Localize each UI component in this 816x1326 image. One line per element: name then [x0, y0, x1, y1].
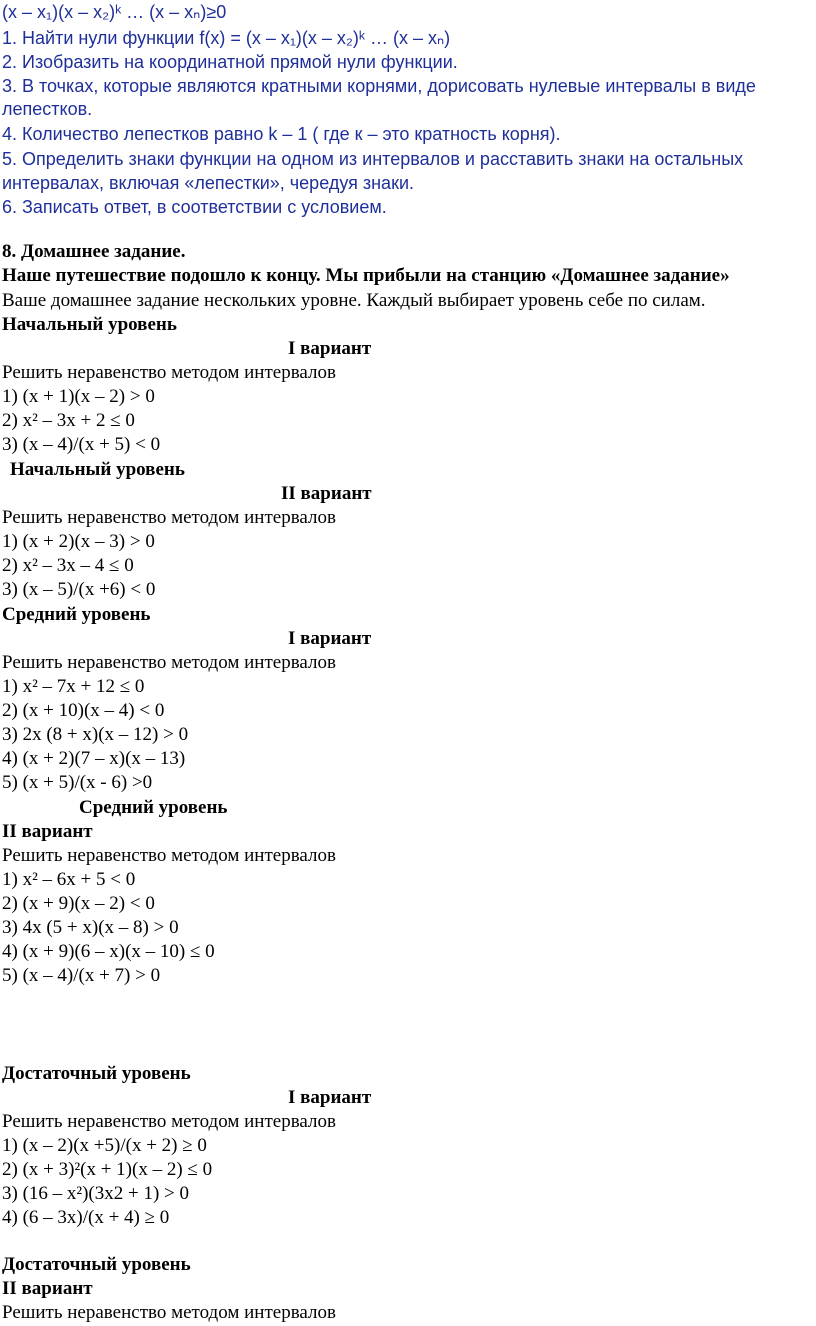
step-5: 5. Определить знаки функции на одном из интервалов и расставить знаки на остальных — [2, 149, 744, 169]
variant-heading: II вариант — [2, 1278, 93, 1299]
task-item: 2) x² – 3x – 4 ≤ 0 — [2, 555, 134, 576]
level-heading: Достаточный уровень — [2, 1254, 191, 1275]
step-1: 1. Найти нули функции f(x) = (x – x₁)(x – x₂)ᵏ … (x – xₙ) — [2, 28, 451, 48]
task-item: 2) x² – 3x + 2 ≤ 0 — [2, 410, 135, 431]
instruction: Решить неравенство методом интервалов — [2, 845, 336, 866]
instruction: Решить неравенство методом интервалов — [2, 1302, 336, 1323]
variant-heading: II вариант — [2, 821, 93, 842]
instruction: Решить неравенство методом интервалов — [2, 507, 336, 528]
instruction: Решить неравенство методом интервалов — [2, 652, 336, 673]
instruction: Решить неравенство методом интервалов — [2, 1111, 336, 1132]
step-4: 4. Количество лепестков равно k – 1 ( где к – это кратность корня). — [2, 124, 561, 144]
task-item: 4) (6 – 3x)/(x + 4) ≥ 0 — [2, 1207, 170, 1228]
level-heading: Средний уровень — [79, 797, 228, 818]
task-item: 3) (x – 5)/(x +6) < 0 — [2, 579, 156, 600]
homework-heading: 8. Домашнее задание. — [2, 241, 186, 262]
formula-line: (x – x₁)(x – x₂)ᵏ … (x – xₙ)≥0 — [2, 2, 227, 22]
task-item: 3) 4x (5 + x)(x – 8) > 0 — [2, 917, 179, 938]
step-2: 2. Изобразить на координатной прямой нули функции. — [2, 52, 458, 72]
homework-description: Ваше домашнее задание нескольких уровне. Каждый выбирает уровень себе по силам. — [2, 290, 706, 311]
task-item: 1) (x + 2)(x – 3) > 0 — [2, 531, 155, 552]
task-item: 1) x² – 6x + 5 < 0 — [2, 869, 136, 890]
task-item: 4) (x + 9)(6 – x)(x – 10) ≤ 0 — [2, 941, 215, 962]
task-item: 5) (x + 5)/(x - 6) >0 — [2, 772, 153, 793]
level-heading: Средний уровень — [2, 604, 151, 625]
task-item: 4) (x + 2)(7 – x)(x – 13) — [2, 748, 186, 769]
variant-heading: I вариант — [288, 338, 372, 359]
task-item: 3) (16 – x²)(3x2 + 1) > 0 — [2, 1183, 190, 1204]
task-item: 5) (x – 4)/(x + 7) > 0 — [2, 965, 161, 986]
variant-heading: I вариант — [288, 1087, 372, 1108]
step-3: 3. В точках, которые являются кратными корнями, дорисовать нулевые интервалы в виде — [2, 76, 756, 96]
level-heading: Достаточный уровень — [2, 1063, 191, 1084]
level-heading: Начальный уровень — [10, 459, 185, 480]
step-6: 6. Записать ответ, в соответствии с условием. — [2, 197, 387, 217]
task-item: 2) (x + 9)(x – 2) < 0 — [2, 893, 155, 914]
task-item: 3) (x – 4)/(x + 5) < 0 — [2, 434, 161, 455]
task-item: 2) (x + 3)²(x + 1)(x – 2) ≤ 0 — [2, 1159, 213, 1180]
step-3-continued: лепестков. — [2, 99, 93, 119]
instruction: Решить неравенство методом интервалов — [2, 362, 336, 383]
task-item: 1) (x + 1)(x – 2) > 0 — [2, 386, 155, 407]
task-item: 3) 2x (8 + x)(x – 12) > 0 — [2, 724, 189, 745]
step-5-continued: интервалах, включая «лепестки», чередуя знаки. — [2, 173, 414, 193]
level-heading: Начальный уровень — [2, 314, 177, 335]
task-item: 1) (x – 2)(x +5)/(x + 2) ≥ 0 — [2, 1135, 207, 1156]
homework-subheading: Наше путешествие подошло к концу. Мы прибыли на станцию «Домашнее задание» — [2, 265, 730, 286]
variant-heading: II вариант — [281, 483, 372, 504]
task-item: 1) x² – 7x + 12 ≤ 0 — [2, 676, 145, 697]
variant-heading: I вариант — [288, 628, 372, 649]
task-item: 2) (x + 10)(x – 4) < 0 — [2, 700, 165, 721]
